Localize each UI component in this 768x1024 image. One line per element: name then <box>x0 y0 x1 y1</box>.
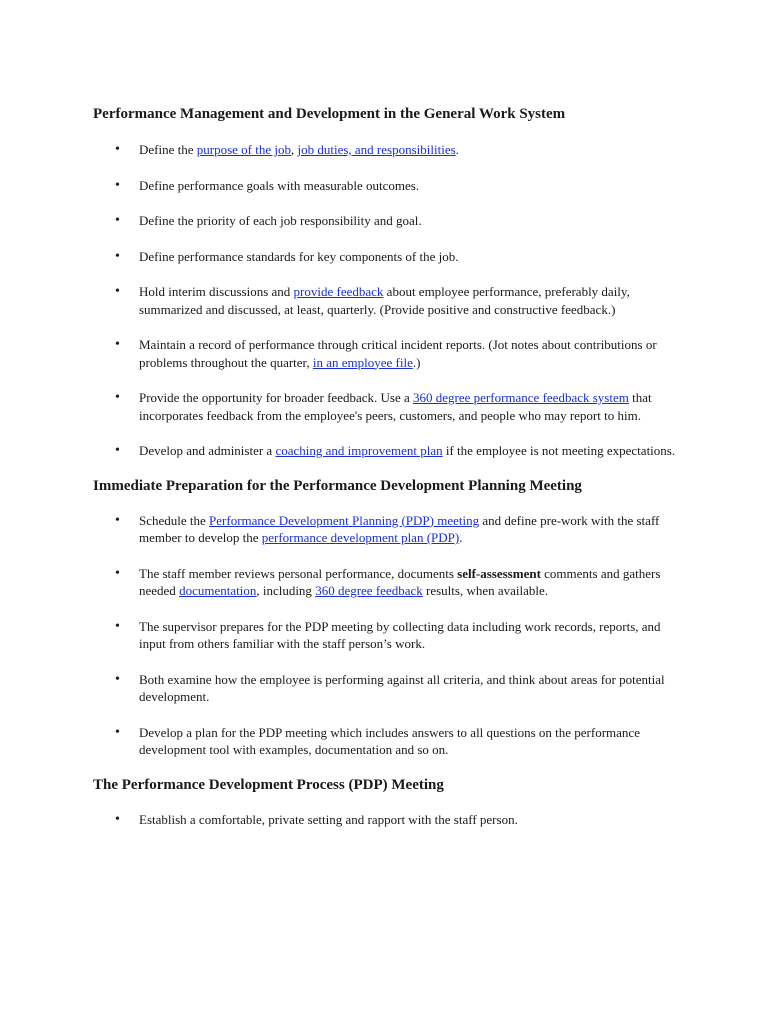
item-text: The staff member reviews personal performance, documents <box>139 565 458 581</box>
inline-link[interactable]: coaching and improvement plan <box>275 443 443 458</box>
section-heading: Performance Management and Development in the General Work System <box>93 106 566 122</box>
list-item <box>139 512 679 547</box>
inline-link[interactable]: documentation <box>179 583 257 598</box>
section-general-work-system <box>0 104 768 460</box>
list-item <box>139 212 679 230</box>
bold-text: self-assessment <box>457 565 541 581</box>
list-item <box>139 565 679 600</box>
item-text: Define the priority of each job responsibility and goal. <box>139 213 422 228</box>
item-text: Provide the opportunity for broader feedback. Use a <box>139 390 413 405</box>
inline-link[interactable]: provide feedback <box>293 284 384 299</box>
item-text: Hold interim discussions and <box>139 284 294 299</box>
list-item <box>139 618 679 653</box>
inline-link[interactable]: 360 degree feedback <box>315 583 423 598</box>
section-heading: Immediate Preparation for the Performance Development Planning Meeting <box>93 477 582 494</box>
item-text: results, when available. <box>422 583 549 598</box>
item-text: Develop a plan for the PDP meeting which includes answers to all questions on the performance development tool with examples, documentation and so on. <box>139 724 640 757</box>
item-text: Both examine how the employee is performing against all criteria, and think about areas for potential development. <box>139 671 665 704</box>
item-text: , <box>291 142 298 157</box>
item-text: Define performance standards for key components of the job. <box>139 248 459 264</box>
bullet-list <box>0 141 768 460</box>
item-text: Define the <box>139 142 197 157</box>
item-text: Schedule the <box>139 512 210 528</box>
list-item <box>139 283 679 318</box>
list-item <box>139 141 679 159</box>
inline-link[interactable]: 360 degree performance feedback system <box>413 390 629 405</box>
item-text: Maintain a record of performance through critical incident reports. (Jot notes about contributions or problems throughout the quarter, <box>139 337 657 370</box>
inline-link[interactable]: purpose of the job <box>196 142 291 157</box>
inline-link[interactable]: in an employee file <box>312 354 413 370</box>
item-text: that incorporates feedback from the employee's peers, customers, and people who may report to him. <box>139 390 652 423</box>
inline-link[interactable]: Performance Development Planning (PDP) meeting <box>209 512 480 528</box>
item-text: Define performance goals with measurable outcomes. <box>139 177 420 193</box>
item-text: . <box>459 530 463 545</box>
item-text: , including <box>256 583 316 598</box>
list-item <box>139 177 679 195</box>
list-item <box>139 248 679 266</box>
list-item <box>139 811 679 829</box>
item-text: . <box>455 142 459 157</box>
list-item <box>139 671 679 706</box>
item-text: comments and gathers needed <box>139 565 661 598</box>
list-item <box>139 389 679 424</box>
inline-link[interactable]: job duties, and responsibilities <box>297 142 456 157</box>
list-item <box>139 724 679 759</box>
list-item <box>139 336 679 371</box>
section-pdp-meeting <box>0 775 768 829</box>
item-text: Establish a comfortable, private setting and rapport with the staff person. <box>139 811 518 827</box>
bullet-list <box>0 512 768 759</box>
list-item <box>139 442 679 460</box>
item-text: if the employee is not meeting expectations. <box>442 443 676 458</box>
inline-link[interactable]: performance development plan (PDP) <box>261 530 460 545</box>
section-immediate-preparation <box>0 476 768 759</box>
item-text: .) <box>412 354 421 370</box>
item-text: The supervisor prepares for the PDP meeting by collecting data including work records, reports, and input from others familiar with the staff person’s work. <box>139 618 661 651</box>
item-text: Develop and administer a <box>139 443 276 458</box>
bullet-list <box>0 811 768 829</box>
item-text: and define pre-work with the staff member to develop the <box>139 512 660 545</box>
section-heading: The Performance Development Process (PDP) Meeting <box>93 776 444 793</box>
item-text: about employee performance, preferably daily, summarized and discussed, at least, quarterly. (Provide positive and constructive feedback.) <box>139 284 630 317</box>
